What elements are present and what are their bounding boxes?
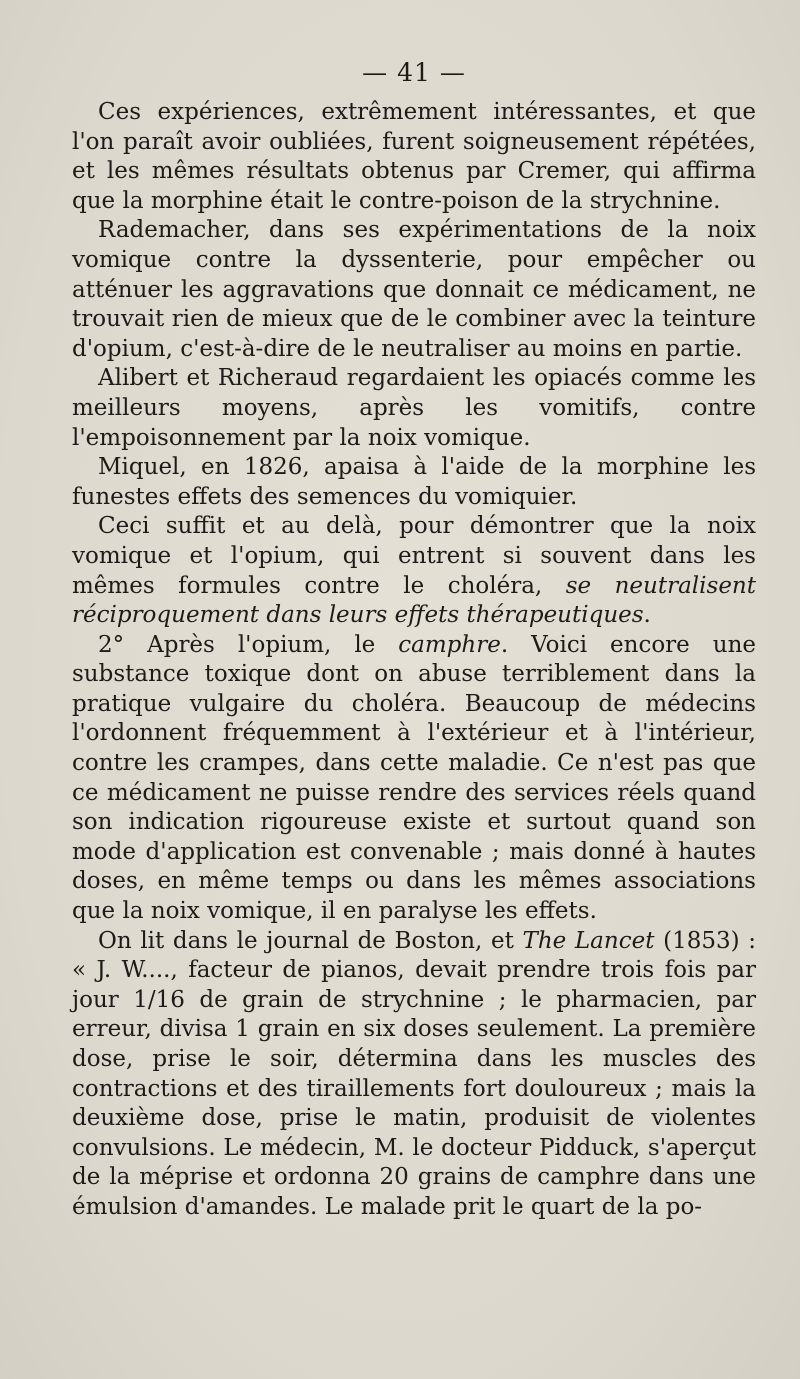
paragraph-camphre-start: 2° Après l'opium, le xyxy=(98,631,399,658)
paragraph-conclusion-end: . xyxy=(643,602,651,629)
paragraph-cremer: Ces expériences, extrêmement intéressantes, et que l'on paraît avoir oubliées, furent soigneusement répétées, et les mêmes résultats obtenus par Cremer, qui affirma que la morphine était le contre-poison de la strychnine. xyxy=(72,99,756,214)
paragraph-miquel: Miquel, en 1826, apaisa à l'aide de la morphine les funestes effets des semences du vomiquier. xyxy=(72,454,756,510)
camphre-term: camphre xyxy=(398,631,501,658)
page-number: — 41 — xyxy=(362,58,466,87)
paragraph-camphre-text: . Voici encore une substance toxique dont on abuse terriblement dans la pratique vulgaire du choléra. Beaucoup de médecins l'ordonnent fréquemment à l'extérieur et à l'intérieur, contre les crampes, dans cette maladie. Ce n'est pas que ce médicament ne puisse rendre des services réels quand son indication rigoureuse existe et surtout quand son mode d'application est convenable ; mais donné à hautes doses, en même temps ou dans les mêmes associations que la noix vomique, il en paralyse les effets. xyxy=(72,631,756,925)
lancet-title: The Lancet xyxy=(522,927,655,954)
paragraph-conclusion xyxy=(72,512,756,630)
paragraph-alibert: Alibert et Richeraud regardaient les opiacés comme les meilleurs moyens, après les vomitifs, contre l'empoisonnement par la noix vomique. xyxy=(72,365,756,451)
paragraph-conclusion-text: Ceci suffit et au delà, pour démontrer que la noix vomique et l'opium, qui entrent si souvent dans les mêmes formules contre le choléra, xyxy=(72,513,756,599)
paragraph-camphre xyxy=(72,631,756,927)
paragraph-boston-text: (1853) : « J. W...., facteur de pianos, devait prendre trois fois par jour 1/16 de grain de strychnine ; le pharmacien, par erreur, divisa 1 grain en six doses seulement. La première dose, prise le soir, détermina dans les muscles des contractions et des tiraillements fort douloureux ; mais la deuxième dose, prise le matin, produisit de violentes convulsions. Le médecin, M. le docteur Pidduck, s'aperçut de la méprise et ordonna 20 grains de camphre dans une émulsion d'amandes. Le malade prit le quart de la po- xyxy=(72,927,756,1220)
paragraph-boston-start: On lit dans le journal de Boston, et xyxy=(98,927,523,954)
paragraph-rademacher: Rademacher, dans ses expérimentations de la noix vomique contre la dyssenterie, pour empêcher ou atténuer les aggravations que donnait ce médicament, ne trouvait rien de mieux que de le combiner avec la teinture d'opium, c'est-à-dire de le neutraliser au moins en partie. xyxy=(72,217,756,362)
body-text xyxy=(72,98,756,1223)
italic-phrase: se neutralisent réciproquement dans leurs effets thérapeutiques xyxy=(72,572,756,629)
paragraph-boston xyxy=(72,927,756,1223)
